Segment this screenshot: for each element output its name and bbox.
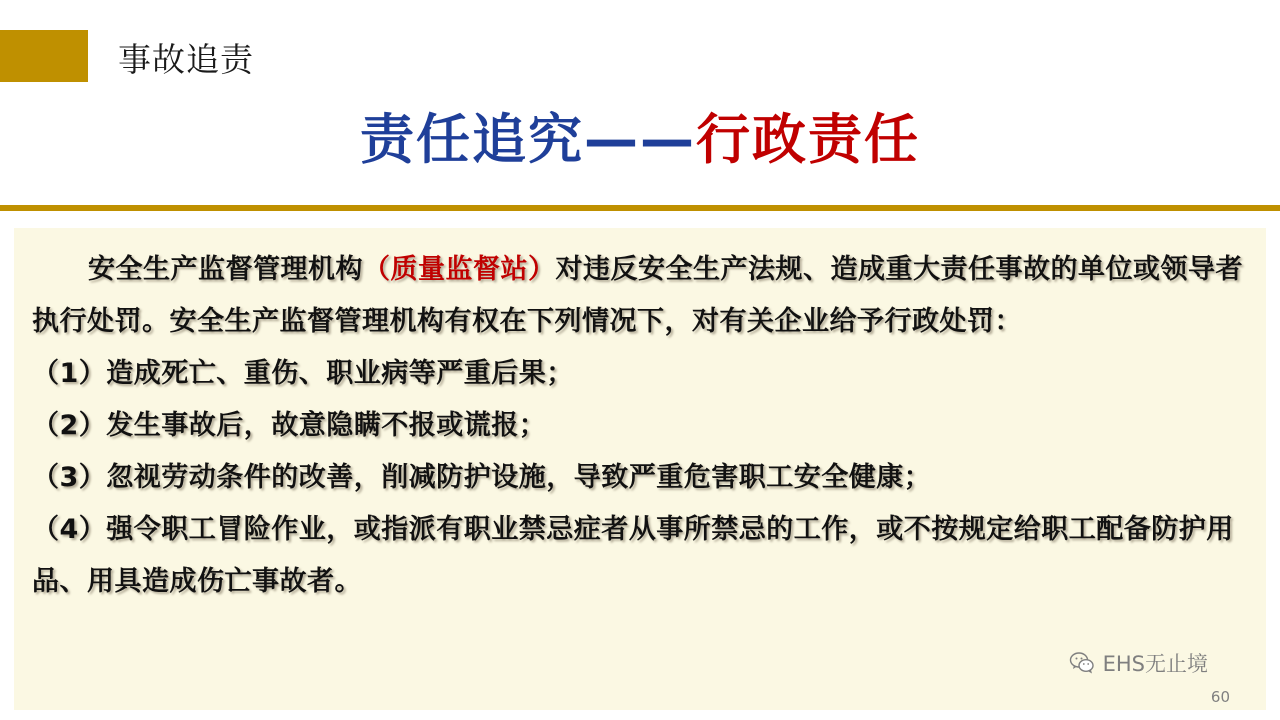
content-panel [14,228,1266,710]
body-paragraph-1 [32,244,1248,348]
header-tag-label: 事故追责 [118,40,254,79]
body-paragraph-1-lead: 安全生产监督管理机构 [88,254,363,285]
body-paragraph-1-highlight: （质量监督站） [363,254,556,285]
body-paragraph-1-rest: 对违反安全生产法规、造成重大责任事故的单位或领导者执行处罚。安全生产监督管理机构有权在下列情况下，对有关企业给予行政处罚： [32,254,1243,337]
wechat-icon [1069,650,1095,676]
header-accent-block [0,30,88,82]
body-text [32,244,1248,608]
page-title [0,108,1280,172]
page-title-red-part: 行政责任 [696,108,920,171]
list-item: （3）忽视劳动条件的改善，削减防护设施，导致严重危害职工安全健康； [32,462,932,493]
page-number: 60 [1210,688,1230,706]
page-title-blue-part: 责任追究—— [360,108,696,171]
list-item: （2）发生事故后，故意隐瞒不报或谎报； [32,410,547,441]
wechat-label: EHS无止境 [1102,652,1208,676]
title-divider [0,205,1280,211]
list-item: （4）强令职工冒险作业，或指派有职业禁忌症者从事所禁忌的工作，或不按规定给职工配备防护用品、用具造成伤亡事故者。 [32,514,1234,597]
wechat-watermark [1069,648,1208,678]
list-item: （1）造成死亡、重伤、职业病等严重后果； [32,358,574,389]
